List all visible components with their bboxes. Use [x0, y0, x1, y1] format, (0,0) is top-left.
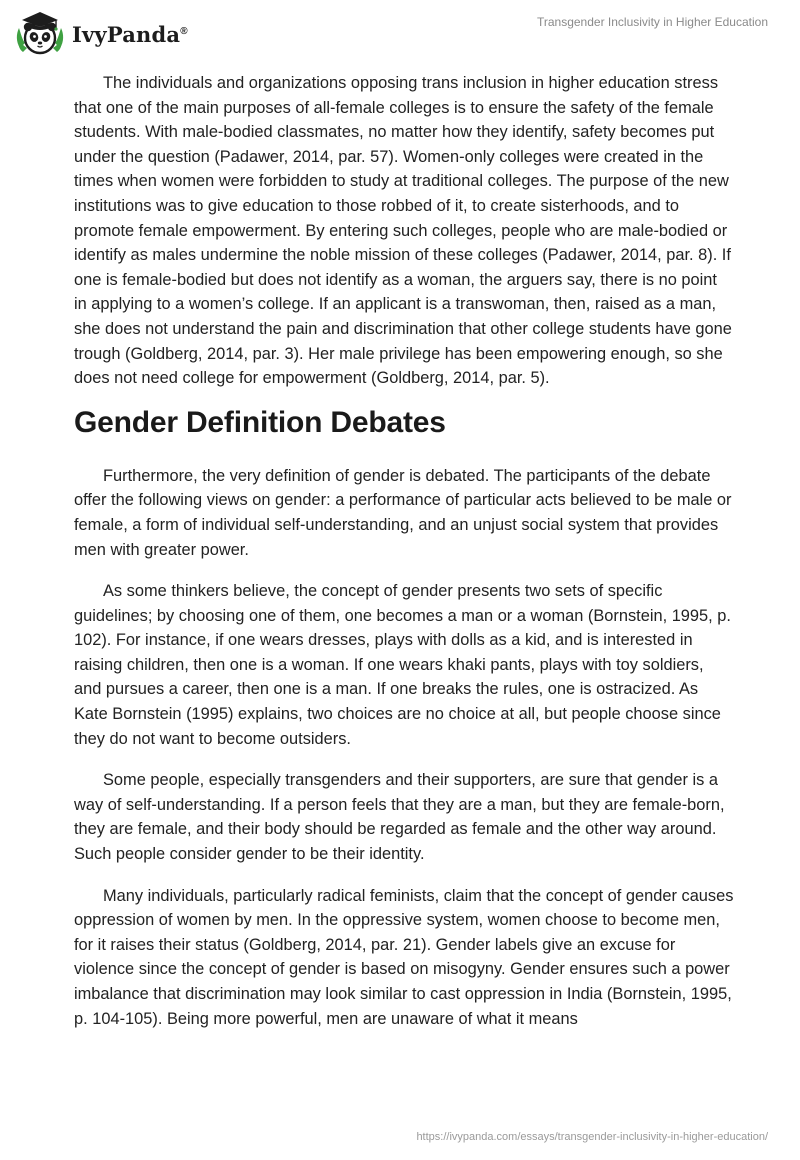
essay-content	[74, 71, 734, 1031]
document-title: Transgender Inclusivity in Higher Education	[536, 15, 768, 29]
registered-mark: ®	[180, 25, 188, 37]
paragraph-5: Many individuals, particularly radical feminists, claim that the concept of gender causes oppression of women by men. In the oppressive system, women choose to become men, for it raises their status (Goldberg, 2014, par. 21). Gender labels give an excuse for violence since the concept of gender is based on misogyny. Gender ensures such a power imbalance that discrimination may look similar to cast oppression in India (Bornstein, 1995, p. 104-105). Being more powerful, men are unaware of what it means	[74, 886, 734, 1028]
ivypanda-logo-link[interactable]	[14, 8, 188, 60]
panda-graduation-cap-icon	[14, 8, 66, 60]
paragraph-1: The individuals and organizations opposing trans inclusion in higher education stress that one of the main purposes of all-female colleges is to ensure the safety of the female students. With male-bodied classmates, no matter how they identify, safety becomes put under the question (Padawer, 2014, par. 57). Women-only colleges were created in the times when women were forbidden to study at traditional colleges. The purpose of the new institutions was to give education to those robbed of it, to create sisterhoods, and to promote female empowerment. By entering such colleges, people who are male-bodied or identify as males undermine the noble mission of these colleges (Padawer, 2014, par. 8). If one is female-bodied but does not identify as a woman, the arguers say, there is no point in applying to a women’s college. If an applicant is a transwoman, then, raised as a man, she does not understand the pain and discrimination that other college students have gone trough (Goldberg, 2014, par. 3). Her male privilege has been empowering enough, so she does not need college for empowerment (Goldberg, 2014, par. 5).	[74, 74, 732, 388]
source-url-link[interactable]: https://ivypanda.com/essays/transgender-inclusivity-in-higher-education/	[416, 1131, 768, 1143]
paragraph-2: Furthermore, the very definition of gender is debated. The participants of the debate offer the following views on gender: a performance of particular acts believed to be male or female, a form of individual self-understanding, and an unjust social system that provides men with greater power.	[74, 466, 732, 559]
brand-name	[72, 22, 188, 47]
paragraph-3: As some thinkers believe, the concept of gender presents two sets of specific guidelines; by choosing one of them, one becomes a man or a woman (Bornstein, 1995, p. 102). For instance, if one wears dresses, plays with dolls as a kid, and is interested in raising children, then one is a woman. If one wears khaki pants, plays with toy soldiers, and pursues a career, then one is a man. If one breaks the rules, one is ostracized. As Kate Bornstein (1995) explains, two choices are no choice at all, but people choose since they do not want to become outsiders.	[74, 582, 731, 748]
paragraph-4: Some people, especially transgenders and their supporters, are sure that gender is a way of self-understanding. If a person feels that they are a man, but they are female-born, they are female, and their body should be regarded as female and the other way around. Such people consider gender to be their identity.	[74, 771, 725, 864]
brand-name-text: IvyPanda	[72, 21, 181, 47]
page-header	[0, 0, 800, 64]
section-heading: Gender Definition Debates	[74, 405, 446, 439]
